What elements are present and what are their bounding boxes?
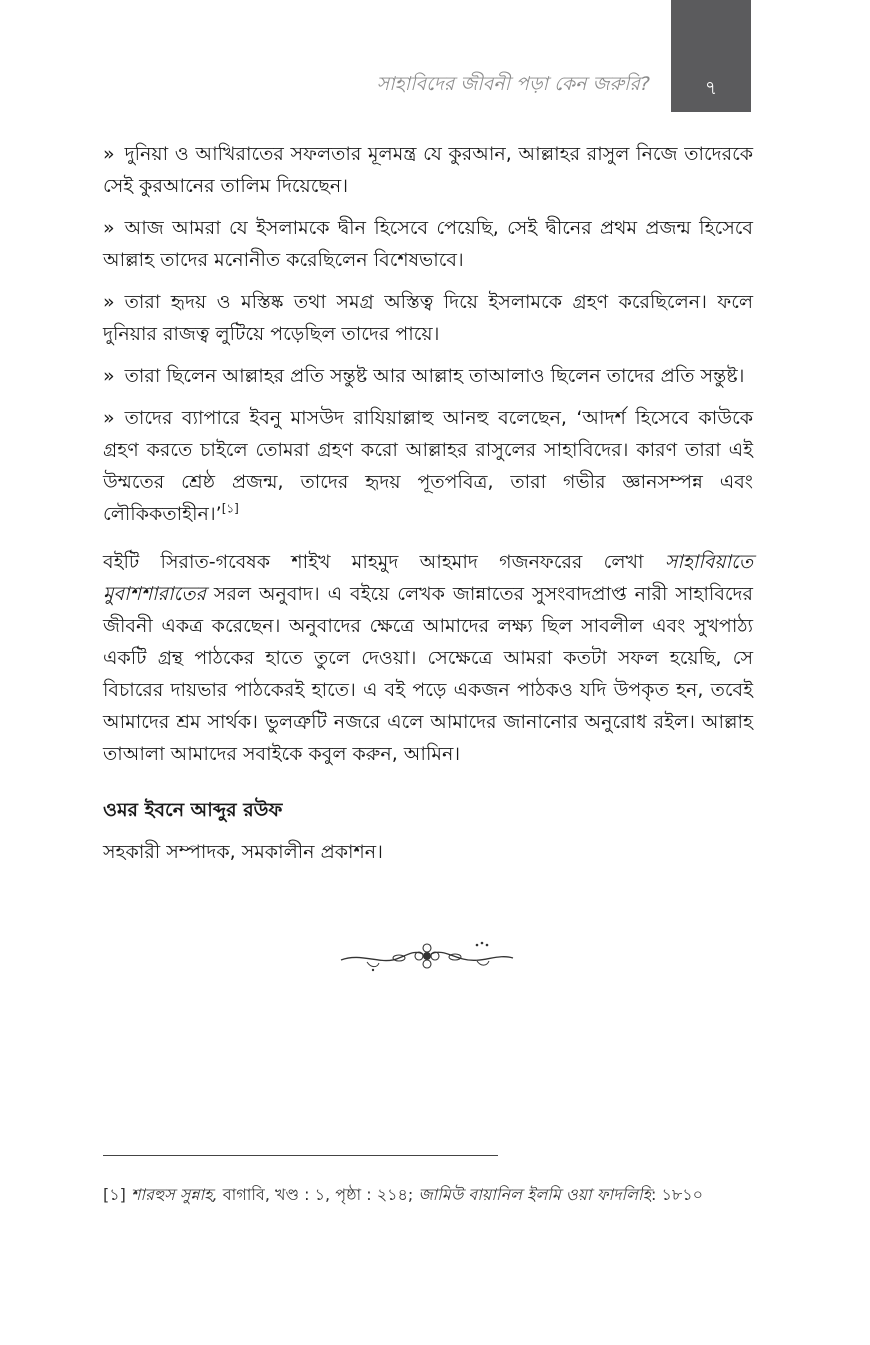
bullet-mark: » (103, 143, 115, 165)
author-name: ওমর ইবনে আব্দুর রউফ (103, 799, 283, 821)
footnote (103, 1182, 783, 1209)
bullet-mark: » (103, 365, 115, 387)
floral-ornament-icon (337, 936, 517, 976)
footnote-source-detail: বাগাবি, খণ্ড : ১, পৃষ্ঠা : ২১৪; (222, 1185, 414, 1204)
footnote-source-title-2: জামিউ বায়ানিল ইলমি ওয়া ফাদলিহি (418, 1185, 651, 1204)
author-role: সহকারী সম্পাদক, সমকালীন প্রকাশন। (103, 841, 383, 863)
page-number: ৭ (704, 77, 718, 99)
footnote-reference[interactable]: [১] (221, 501, 239, 516)
bullet-item (103, 286, 753, 350)
footnote-source-detail-2: : ১৮১০ (651, 1185, 704, 1204)
bullet-mark: » (103, 291, 115, 313)
page-number-tab (671, 0, 751, 112)
running-title: সাহাবিদের জীবনী পড়া কেন জরুরি? (376, 73, 650, 95)
bullet-item (103, 360, 753, 392)
bullet-text: তারা হৃদয় ও মস্তিষ্ক তথা সমগ্র অস্তিত্ব দিয়ে ইসলামকে গ্রহণ করেছিলেন। ফলে দুনিয়ার রাজত্ব লুটিয়ে পড়েছিল তাদের পায়ে। (103, 291, 753, 345)
paragraph-lead: বইটি সিরাত-গবেষক শাইখ মাহমুদ আহমাদ গজনফরের লেখা (103, 551, 644, 573)
bullet-mark: » (103, 217, 115, 239)
bullet-item (103, 212, 753, 276)
bullet-text: তাদের ব্যাপারে ইবনু মাসউদ রাযিয়াল্লাহু আনহু বলেছেন, ‘আদর্শ হিসেবে কাউকে গ্রহণ করতে চাইলে তোমরা গ্রহণ করো আল্লাহর রাসুলের সাহাবিদের। কারণ তারা এই উম্মতের শ্রেষ্ঠ প্রজন্ম, তাদের হৃদয় পূতপবিত্র, তারা গভীর জ্ঞানসম্পন্ন এবং লৌকিকতাহীন।’ (103, 407, 753, 525)
bullet-text: আজ আমরা যে ইসলামকে দ্বীন হিসেবে পেয়েছি, সেই দ্বীনের প্রথম প্রজন্ম হিসেবে আল্লাহ তাদের মনোনীত করেছিলেন বিশেষভাবে। (103, 217, 753, 271)
footnote-source-title: শারহুস সুন্নাহ, (130, 1185, 218, 1204)
paragraph-rest: সরল অনুবাদ। এ বইয়ে লেখক জান্নাতের সুসংবাদপ্রাপ্ত নারী সাহাবিদের জীবনী একত্র করেছেন। অনুবাদের ক্ষেত্রে আমাদের লক্ষ্য ছিল সাবলীল এবং সুখপাঠ্য একটি গ্রন্থ পাঠকের হাতে তুলে দেওয়া। সেক্ষেত্রে আমরা কতটা সফল হয়েছি, সে বিচারের দায়ভার পাঠকেরই হাতে। এ বই পড়ে একজন পাঠকও যদি উপকৃত হন, তবেই আমাদের শ্রম সার্থক। ভুলত্রুটি নজরে এলে আমাদের জানানোর অনুরোধ রইল। আল্লাহ তাআলা আমাদের সবাইকে কবুল করুন, আমিন। (103, 583, 753, 765)
page-body (103, 138, 753, 868)
bullet-item (103, 138, 753, 202)
bullet-text: তারা ছিলেন আল্লাহর প্রতি সন্তুষ্ট আর আল্লাহ তাআলাও ছিলেন তাদের প্রতি সন্তুষ্ট। (124, 365, 745, 387)
footnote-divider (103, 1155, 498, 1156)
book-title: সাহাবিয়াতে মুবাশশারাতের (103, 551, 753, 605)
bullet-item-quote (103, 402, 753, 530)
footnote-marker: [১] (103, 1185, 126, 1204)
bullet-text: দুনিয়া ও আখিরাতের সফলতার মূলমন্ত্র যে কুরআন, আল্লাহর রাসুল নিজে তাদেরকে সেই কুরআনের তালিম দিয়েছেন। (103, 143, 753, 197)
bullet-mark: » (103, 407, 115, 429)
translator-note-paragraph (103, 546, 753, 770)
